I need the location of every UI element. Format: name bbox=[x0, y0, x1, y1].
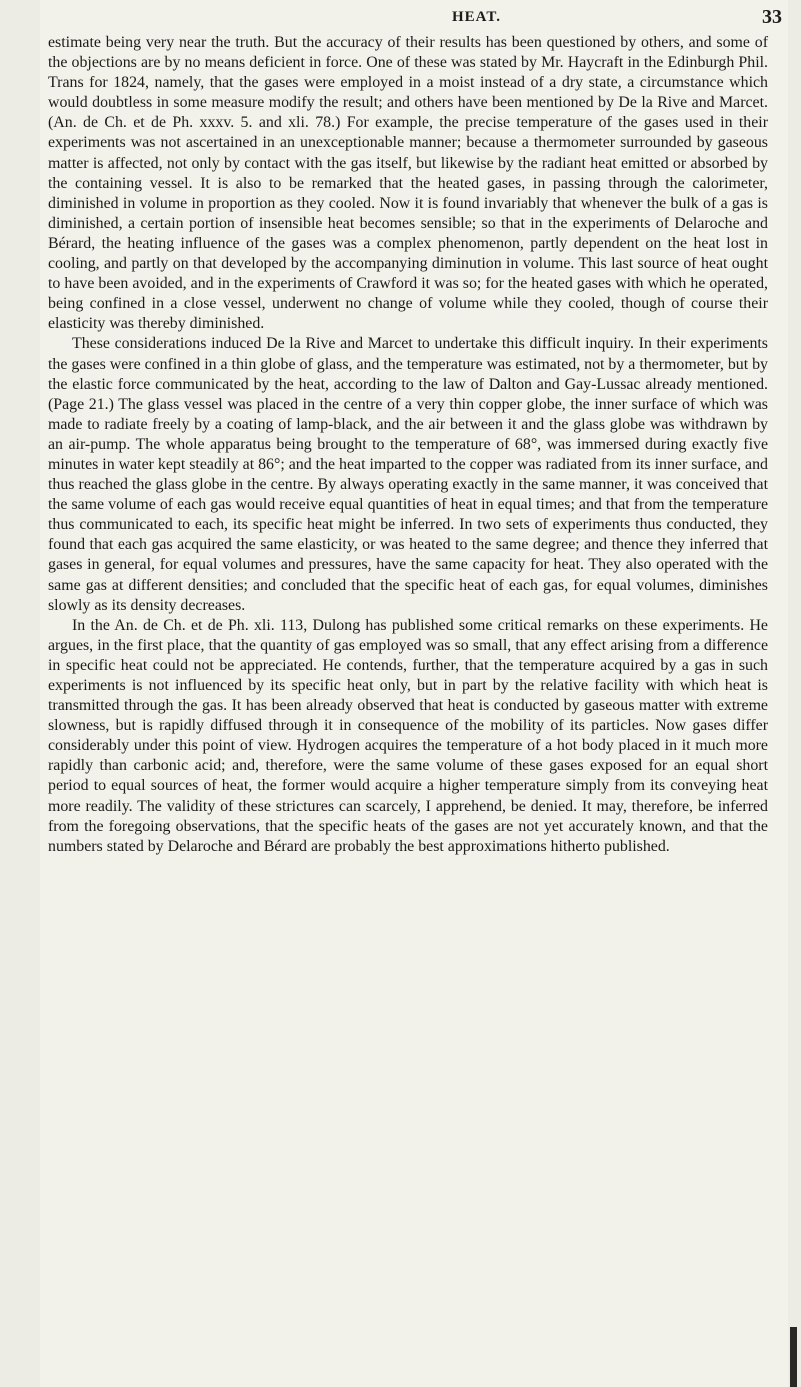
body-text bbox=[48, 33, 768, 857]
running-head: HEAT. bbox=[452, 9, 502, 25]
book-page bbox=[40, 0, 788, 1387]
paragraph-3: In the An. de Ch. et de Ph. xli. 113, Dulong has published some critical remarks on these experiments. He argues, in the first place, that the quantity of gas employed was so small, that any effect arising from a difference in specific heat could not be appreciated. He contends, further, that the temperature acquired by a gas in such experiments is not influenced by its specific heat only, but in part by the relative facility with which heat is transmitted through the gas. It has been already observed that heat is conducted by gaseous matter with extreme slowness, but is rapidly diffused through it in consequence of the mobility of its particles. Now gases differ considerably under this point of view. Hydrogen acquires the temperature of a hot body placed in it much more rapidly than carbonic acid; and, therefore, were the same volume of these gases exposed for an equal short period to equal sources of heat, the former would acquire a higher temperature simply from its conveying heat more readily. The validity of these strictures can scarcely, I apprehend, be denied. It may, therefore, be inferred from the foregoing observations, that the specific heats of the gases are not yet accurately known, and that the numbers stated by Delaroche and Bérard are probably the best approximations hitherto published. bbox=[48, 616, 768, 855]
page-header bbox=[40, 6, 788, 36]
page-number: 33 bbox=[762, 6, 782, 28]
paragraph-2: These considerations induced De la Rive and Marcet to undertake this difficult inquiry. In their experiments the gases were confined in a thin globe of glass, and the temperature was estimated, not by a thermometer, but by the elastic force communicated by the heat, according to the law of Dalton and Gay-Lussac already mentioned. (Page 21.) The glass vessel was placed in the centre of a very thin copper globe, the inner surface of which was made to radiate freely by a coating of lamp-black, and the air between it and the glass globe was withdrawn by an air-pump. The whole apparatus being brought to the temperature of 68°, was immersed during exactly five minutes in water kept steadily at 86°; and the heat imparted to the copper was radiated from its inner surface, and thus reached the glass globe in the centre. By always operating exactly in the same manner, it was conceived that the same volume of each gas would receive equal quantities of heat in equal times; and that from the temperature thus communicated to each, its specific heat might be inferred. In two sets of experiments thus conducted, they found that each gas acquired the same elasticity, or was heated to the same degree; and thence they inferred that gases in general, for equal volumes and pressures, have the same capacity for heat. They also operated with the same gas at different densities; and concluded that the specific heat of each gas, for equal volumes, diminishes slowly as its density decreases. bbox=[48, 335, 768, 614]
page-edge-mark bbox=[790, 1327, 797, 1387]
paragraph-1: estimate being very near the truth. But the accuracy of their results has been questioned by others, and some of the objections are by no means deficient in force. One of these was stated by Mr. Haycraft in the Edinburgh Phil. Trans for 1824, namely, that the gases were employed in a moist instead of a dry state, a circumstance which would doubtless in some measure modify the result; and others have been mentioned by De la Rive and Marcet. (An. de Ch. et de Ph. xxxv. 5. and xli. 78.) For example, the precise temperature of the gases used in their experiments was not ascertained in an unexceptionable manner; because a thermometer surrounded by gaseous matter is affected, not only by contact with the gas itself, but likewise by the radiant heat emitted or absorbed by the containing vessel. It is also to be remarked that the heated gases, in passing through the calorimeter, diminished in volume in proportion as they cooled. Now it is found invariably that whenever the bulk of a gas is diminished, a certain portion of insensible heat becomes sensible; so that in the experiments of Delaroche and Bérard, the heating influence of the gases was a complex phenomenon, partly dependent on the heat lost in cooling, and partly on that developed by the accompanying diminution in volume. This last source of heat ought to have been avoided, and in the experiments of Crawford it was so; for the heated gases with which he operated, being confined in a close vessel, underwent no change of volume while they cooled, though of course their elasticity was thereby diminished. bbox=[48, 34, 768, 333]
